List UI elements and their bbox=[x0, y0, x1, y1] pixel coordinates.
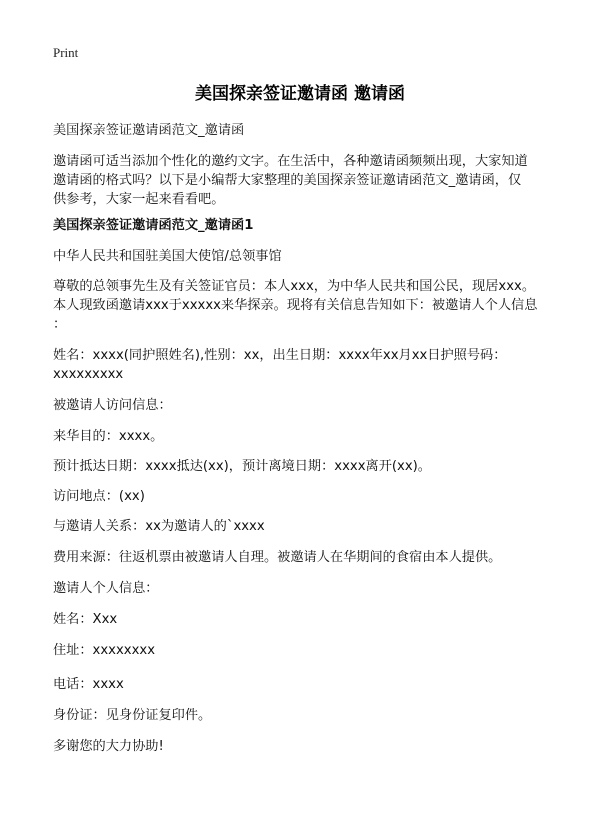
intro-subtitle: 美国探亲签证邀请函范文_邀请函 bbox=[53, 123, 245, 138]
inviter-phone: 电话：xxxx bbox=[53, 677, 124, 692]
visit-place: 访问地点：(xx) bbox=[53, 489, 145, 504]
letter-salutation-line-3: ： bbox=[53, 317, 67, 332]
intro-paragraph-line-3: 供参考，大家一起来看看吧。 bbox=[53, 192, 225, 207]
inviter-id: 身份证：见身份证复印件。 bbox=[53, 708, 212, 723]
letter-addressee: 中华人民共和国驻美国大使馆/总领事馆 bbox=[53, 249, 282, 264]
letter-heading: 美国探亲签证邀请函范文_邀请函1 bbox=[53, 218, 254, 233]
invitee-info-line-1: 姓名：xxxx(同护照姓名),性别：xx，出生日期：xxxx年xx月xx日护照号码： bbox=[53, 348, 507, 363]
inviter-name: 姓名：Xxx bbox=[53, 612, 118, 627]
letter-salutation-line-1: 尊敬的总领事先生及有关签证官员：本人xxx，为中华人民共和国公民，现居xxx。 bbox=[53, 279, 536, 294]
closing-thanks: 多谢您的大力协助! bbox=[53, 739, 164, 754]
visit-dates: 预计抵达日期：xxxx抵达(xx)，预计离境日期：xxxx离开(xx)。 bbox=[53, 459, 431, 474]
print-link[interactable]: Print bbox=[53, 45, 79, 60]
visit-info-title: 被邀请人访问信息： bbox=[53, 398, 172, 413]
visit-purpose: 来华目的：xxxx。 bbox=[53, 429, 164, 444]
inviter-info-title: 邀请人个人信息： bbox=[53, 581, 159, 596]
invitee-info-line-2: xxxxxxxxx bbox=[53, 367, 124, 382]
intro-paragraph-line-1: 邀请函可适当添加个性化的邀约文字。在生活中，各种邀请函频频出现，大家知道 bbox=[53, 154, 528, 169]
letter-salutation-line-2: 本人现致函邀请xxx于xxxxx来华探亲。现将有关信息告知如下：被邀请人个人信息 bbox=[53, 298, 538, 313]
intro-paragraph-line-2: 邀请函的格式吗？以下是小编帮大家整理的美国探亲签证邀请函范文_邀请函，仅 bbox=[53, 173, 522, 188]
page-title: 美国探亲签证邀请函 邀请函 bbox=[195, 84, 405, 104]
inviter-address: 住址：xxxxxxxx bbox=[53, 643, 155, 658]
relationship: 与邀请人关系：xx为邀请人的`xxxx bbox=[53, 519, 265, 534]
expenses: 费用来源：往返机票由被邀请人自理。被邀请人在华期间的食宿由本人提供。 bbox=[53, 550, 502, 565]
